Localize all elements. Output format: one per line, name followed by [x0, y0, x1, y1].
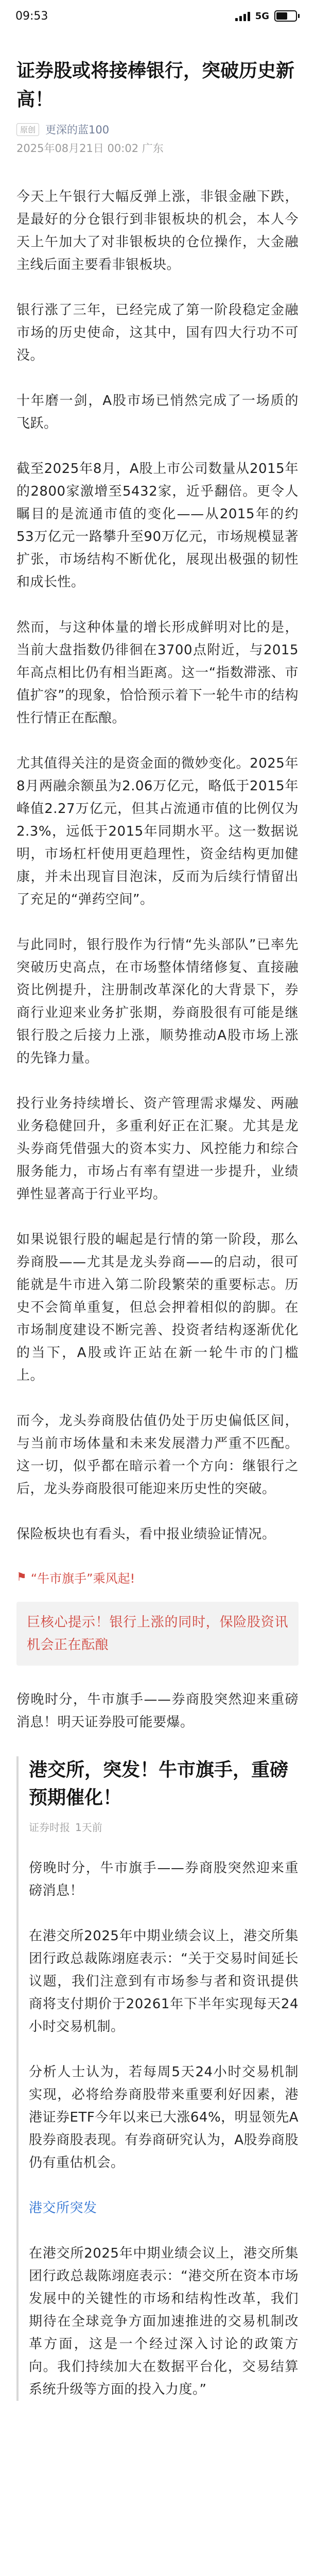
quoted-author: 证券时报: [29, 1821, 70, 1834]
flag-icon: ⚑: [16, 1571, 27, 1584]
quoted-paragraph: 在港交所2025年中期业绩会议上，港交所集团行政总裁陈翊庭表示：“港交所在资本市场发展中的关键性的市场和结构性改革，我们期待在全球竞争方面加速推进的交易机制改革方面，这是一个经过深入讨论的政策方向。我们持续加大在数据平台化，交易结算系统升级等方面的投入力度。”: [29, 2246, 299, 2397]
status-bar: [0, 0, 315, 32]
promo-box-text: 巨核心提示！银行上涨的同时，保险股资讯机会正在酝酿: [27, 1615, 288, 1653]
article-date: 2025年08月21日 00:02 广东: [16, 142, 164, 155]
paragraph: 投行业务持续增长、资产管理需求爆发、两融业务稳健回升，多重利好正在汇聚。尤其是龙头券商凭借强大的资本实力、风控能力和综合服务能力，市场占有率有望进一步提升，业绩弹性显著高于行业平均。: [16, 1096, 299, 1202]
paragraph: 银行涨了三年，已经完成了第一阶段稳定金融市场的历史使命，这其中，国有四大行功不可没。: [16, 302, 299, 363]
paragraph: 然而，与这种体量的增长形成鲜明对比的是，当前大盘指数仍徘徊在3700点附近，与2015年高点相比仍有相当距离。这一“指数滞涨、市值扩容”的现象，恰恰预示着下一轮牛市的结构性行情正在酝酿。: [16, 620, 299, 726]
quoted-paragraph: 在港交所2025年中期业绩会议上，港交所集团行政总裁陈翊庭表示：“关于交易时间延长议题，我们注意到有市场参与者和资讯提供商将支付期价于20261年下半年实现每天24小时交易机制。: [29, 1928, 299, 2035]
paragraph: 今天上午银行大幅反弹上涨，非银金融下跌，是最好的分仓银行到非银板块的机会，本人今天上午加大了对非银板块的仓位操作，大金融主线后面主要看非银板块。: [16, 189, 299, 273]
quoted-lead: 傍晚时分，牛市旗手——券商股突然迎来重磅消息！: [29, 1860, 299, 1899]
article-meta: [16, 122, 299, 137]
quoted-title: 港交所，突发！牛市旗手，重磅预期催化！: [29, 1759, 289, 1808]
paragraph: 保险板块也有看头，看中报业绩验证情况。: [16, 1527, 276, 1542]
article-title: 证券股或将接棒银行，突破历史新高！: [16, 60, 295, 110]
paragraph: 与此同时，银行股作为行情“先头部队”已率先突破历史高点，在市场整体情绪修复、直接融资比例提升，注册制改革深化的大背景下，券商行业迎来业务扩张期，券商股很有可能是继银行股之后接力上涨，顺势推动A股市场上涨的先锋力量。: [16, 937, 299, 1066]
quoted-meta: [29, 1819, 299, 1834]
signal-icon: [235, 11, 250, 21]
status-time: 09:53: [15, 9, 48, 23]
network-type: 5G: [255, 10, 269, 22]
quoted-subheading[interactable]: 港交所突发: [29, 2200, 97, 2216]
article-body: [16, 185, 299, 2401]
paragraph: 十年磨一剑，A股市场已悄然完成了一场质的飞跃。: [16, 393, 299, 431]
promo-link[interactable]: [16, 1568, 299, 1586]
quoted-article: [16, 1756, 299, 2401]
paragraph: 尤其值得关注的是资金面的微妙变化。2025年8月两融余额虽为2.06万亿元，略低于2015年峰值2.27万亿元，但其占流通市值的比例仅为2.3%，远低于2015年同期水平。这一数据说明，市场杠杆使用更趋理性，资金结构更加健康，并未出现盲目泡沫，反而为后续行情留出了充足的“弹药空间”。: [16, 756, 299, 907]
paragraph: 傍晚时分，牛市旗手——券商股突然迎来重磅消息！明天证券股可能要爆。: [16, 1692, 299, 1730]
promo-link-text: “牛市旗手”乘风起!: [30, 1571, 135, 1586]
article-author-link[interactable]: 更深的蓝100: [45, 124, 110, 136]
paragraph: 如果说银行股的崛起是行情的第一阶段，那么券商股——尤其是龙头券商——的启动，很可能就是牛市进入第二阶段繁荣的重要标志。历史不会简单重复，但总会押着相似的韵脚。在市场制度建设不断完善、投资者结构逐渐优化的当下，A股或许正站在新一轮牛市的门槛上。: [16, 1232, 299, 1383]
paragraph: 而今，龙头券商股估值仍处于历史偏低区间，与当前市场体量和未来发展潜力严重不匹配。这一切，似乎都在暗示着一个方向：继银行之后，龙头券商股很可能迎来历史性的突破。: [16, 1413, 299, 1497]
original-badge: 原创: [16, 123, 39, 136]
promo-box[interactable]: [16, 1602, 299, 1666]
battery-icon: [274, 10, 300, 22]
quoted-paragraph: 分析人士认为，若每周5天24小时交易机制实现，必将给券商股带来重要利好因素，港港证券ETF今年以来已大涨64%，明显领先A股券商股表现。有券商研究认为，A股券商股仍有重估机会。: [29, 2064, 299, 2171]
status-icons: [235, 10, 300, 22]
paragraph: 截至2025年8月，A股上市公司数量从2015年的2800家激增至5432家，近乎翻倍。更令人瞩目的是流通市值的变化——从2015年的约53万亿元一路攀升至90万亿元，市场规模显著扩张，市场结构不断优化，展现出极强的韧性和成长性。: [16, 461, 299, 590]
article-content: [0, 57, 315, 2401]
quoted-time: 1天前: [75, 1821, 102, 1834]
